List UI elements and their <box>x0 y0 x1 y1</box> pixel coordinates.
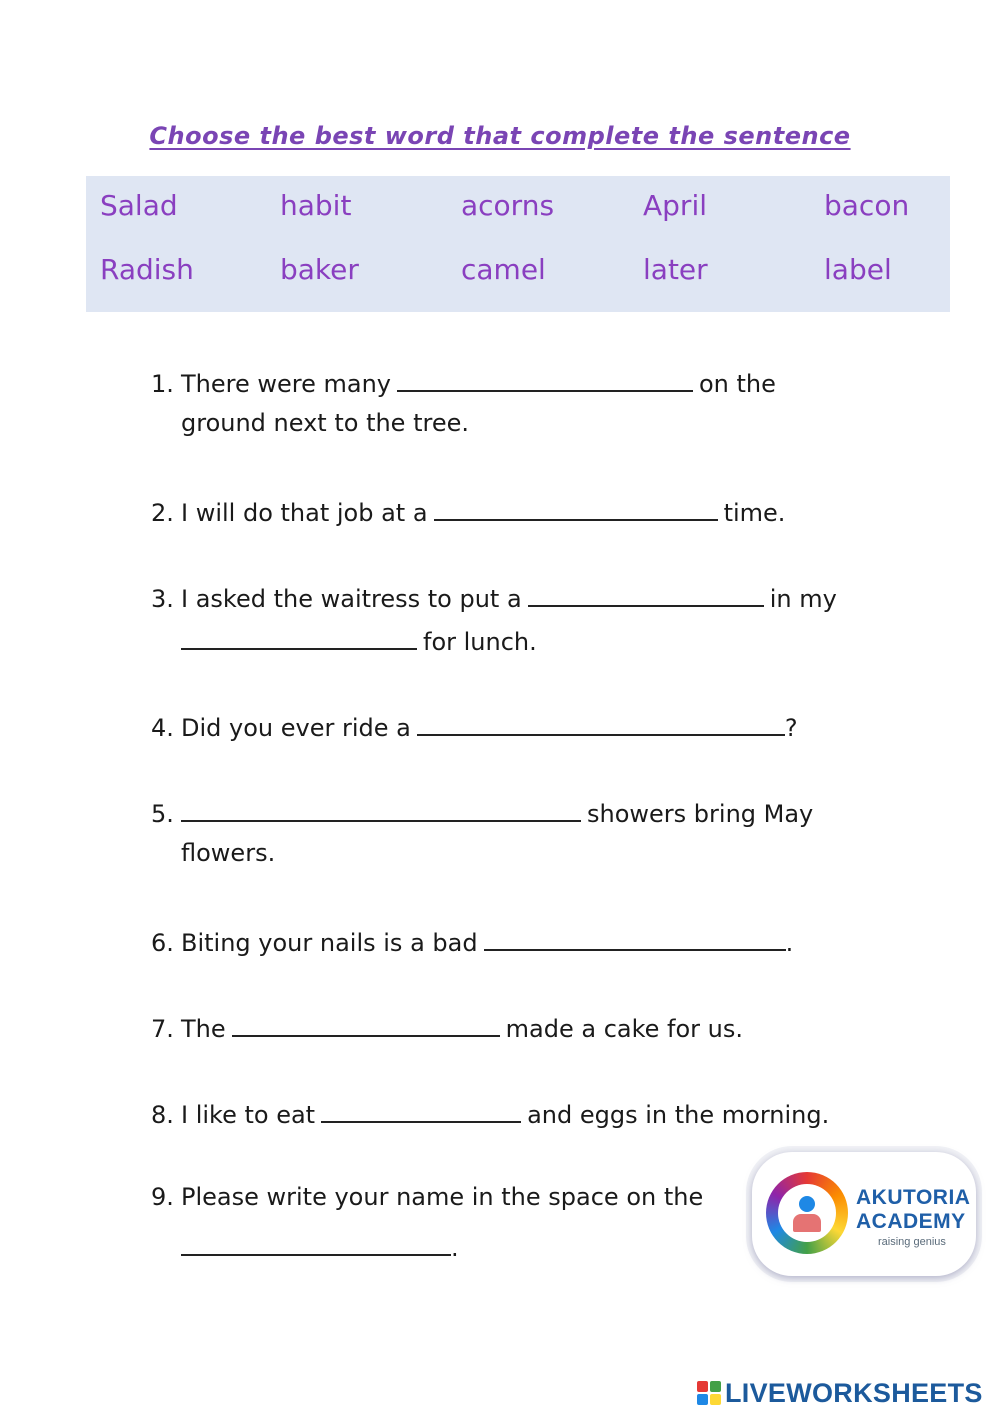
word-bank-word: baker <box>280 253 359 286</box>
question-1 <box>151 368 776 396</box>
question-text: Did you ever ride a <box>181 714 411 742</box>
question-text: Please write your name in the space on the <box>181 1183 704 1211</box>
answer-blank[interactable] <box>434 497 718 521</box>
answer-blank[interactable] <box>181 798 581 822</box>
liveworksheets-logo-icon <box>697 1381 721 1405</box>
question-3-continued <box>181 626 537 654</box>
answer-blank[interactable] <box>181 626 417 650</box>
question-text: ? <box>784 714 798 742</box>
word-bank-word: acorns <box>461 189 555 222</box>
question-3 <box>151 583 837 611</box>
word-bank-word: habit <box>280 189 352 222</box>
question-text: for lunch. <box>423 628 537 656</box>
question-number: 7. <box>151 1015 174 1043</box>
logo-name-line2: ACADEMY <box>856 1210 966 1233</box>
word-bank-word: Salad <box>100 189 178 222</box>
question-number: 3. <box>151 585 174 613</box>
question-number: 2. <box>151 499 174 527</box>
question-text: There were many <box>181 370 391 398</box>
word-bank-word: April <box>643 189 707 222</box>
question-number: 6. <box>151 929 174 957</box>
academy-logo <box>752 1152 976 1276</box>
question-4 <box>151 712 798 740</box>
word-bank <box>86 176 950 312</box>
question-text: Biting your nails is a bad <box>181 929 478 957</box>
answer-blank[interactable] <box>397 368 693 392</box>
question-text: made a cake for us. <box>505 1015 744 1043</box>
question-5 <box>151 798 813 826</box>
question-number: 8. <box>151 1101 174 1129</box>
word-bank-word: bacon <box>824 189 910 222</box>
question-text: I like to eat <box>181 1101 316 1129</box>
question-9-continued <box>181 1232 459 1260</box>
question-text: . <box>451 1234 459 1262</box>
word-bank-word: label <box>824 253 892 286</box>
question-text: on the <box>699 370 776 398</box>
question-number: 5. <box>151 800 174 828</box>
answer-blank[interactable] <box>417 712 785 736</box>
question-text: The <box>181 1015 226 1043</box>
question-text: I asked the waitress to put a <box>181 585 522 613</box>
question-text: I will do that job at a <box>181 499 428 527</box>
answer-blank[interactable] <box>484 927 786 951</box>
question-8 <box>151 1099 829 1127</box>
question-number: 1. <box>151 370 174 398</box>
question-text: and eggs in the morning. <box>527 1101 830 1129</box>
question-7 <box>151 1013 743 1041</box>
question-1-continued: ground next to the tree. <box>181 409 469 437</box>
word-bank-word: Radish <box>100 253 194 286</box>
answer-blank[interactable] <box>528 583 764 607</box>
word-bank-word: later <box>643 253 708 286</box>
question-5-continued: flowers. <box>181 839 276 867</box>
question-text: showers bring May <box>587 800 814 828</box>
question-9 <box>151 1185 703 1209</box>
liveworksheets-brand <box>697 1378 983 1408</box>
academy-emblem-icon <box>766 1172 848 1254</box>
worksheet-title: Choose the best word that complete the sentence <box>149 122 851 150</box>
word-bank-word: camel <box>461 253 546 286</box>
answer-blank[interactable] <box>321 1099 521 1123</box>
question-2 <box>151 497 785 525</box>
question-6 <box>151 927 793 955</box>
question-text: . <box>785 929 794 957</box>
question-text: time. <box>723 499 786 527</box>
answer-blank[interactable] <box>181 1232 451 1256</box>
logo-tagline: raising genius <box>878 1236 946 1248</box>
question-text: in my <box>769 585 837 613</box>
logo-name-line1: AKUTORIA <box>856 1186 971 1209</box>
question-number: 4. <box>151 714 174 742</box>
question-number: 9. <box>151 1183 174 1211</box>
liveworksheets-text: LIVEWORKSHEETS <box>725 1377 983 1408</box>
answer-blank[interactable] <box>232 1013 500 1037</box>
